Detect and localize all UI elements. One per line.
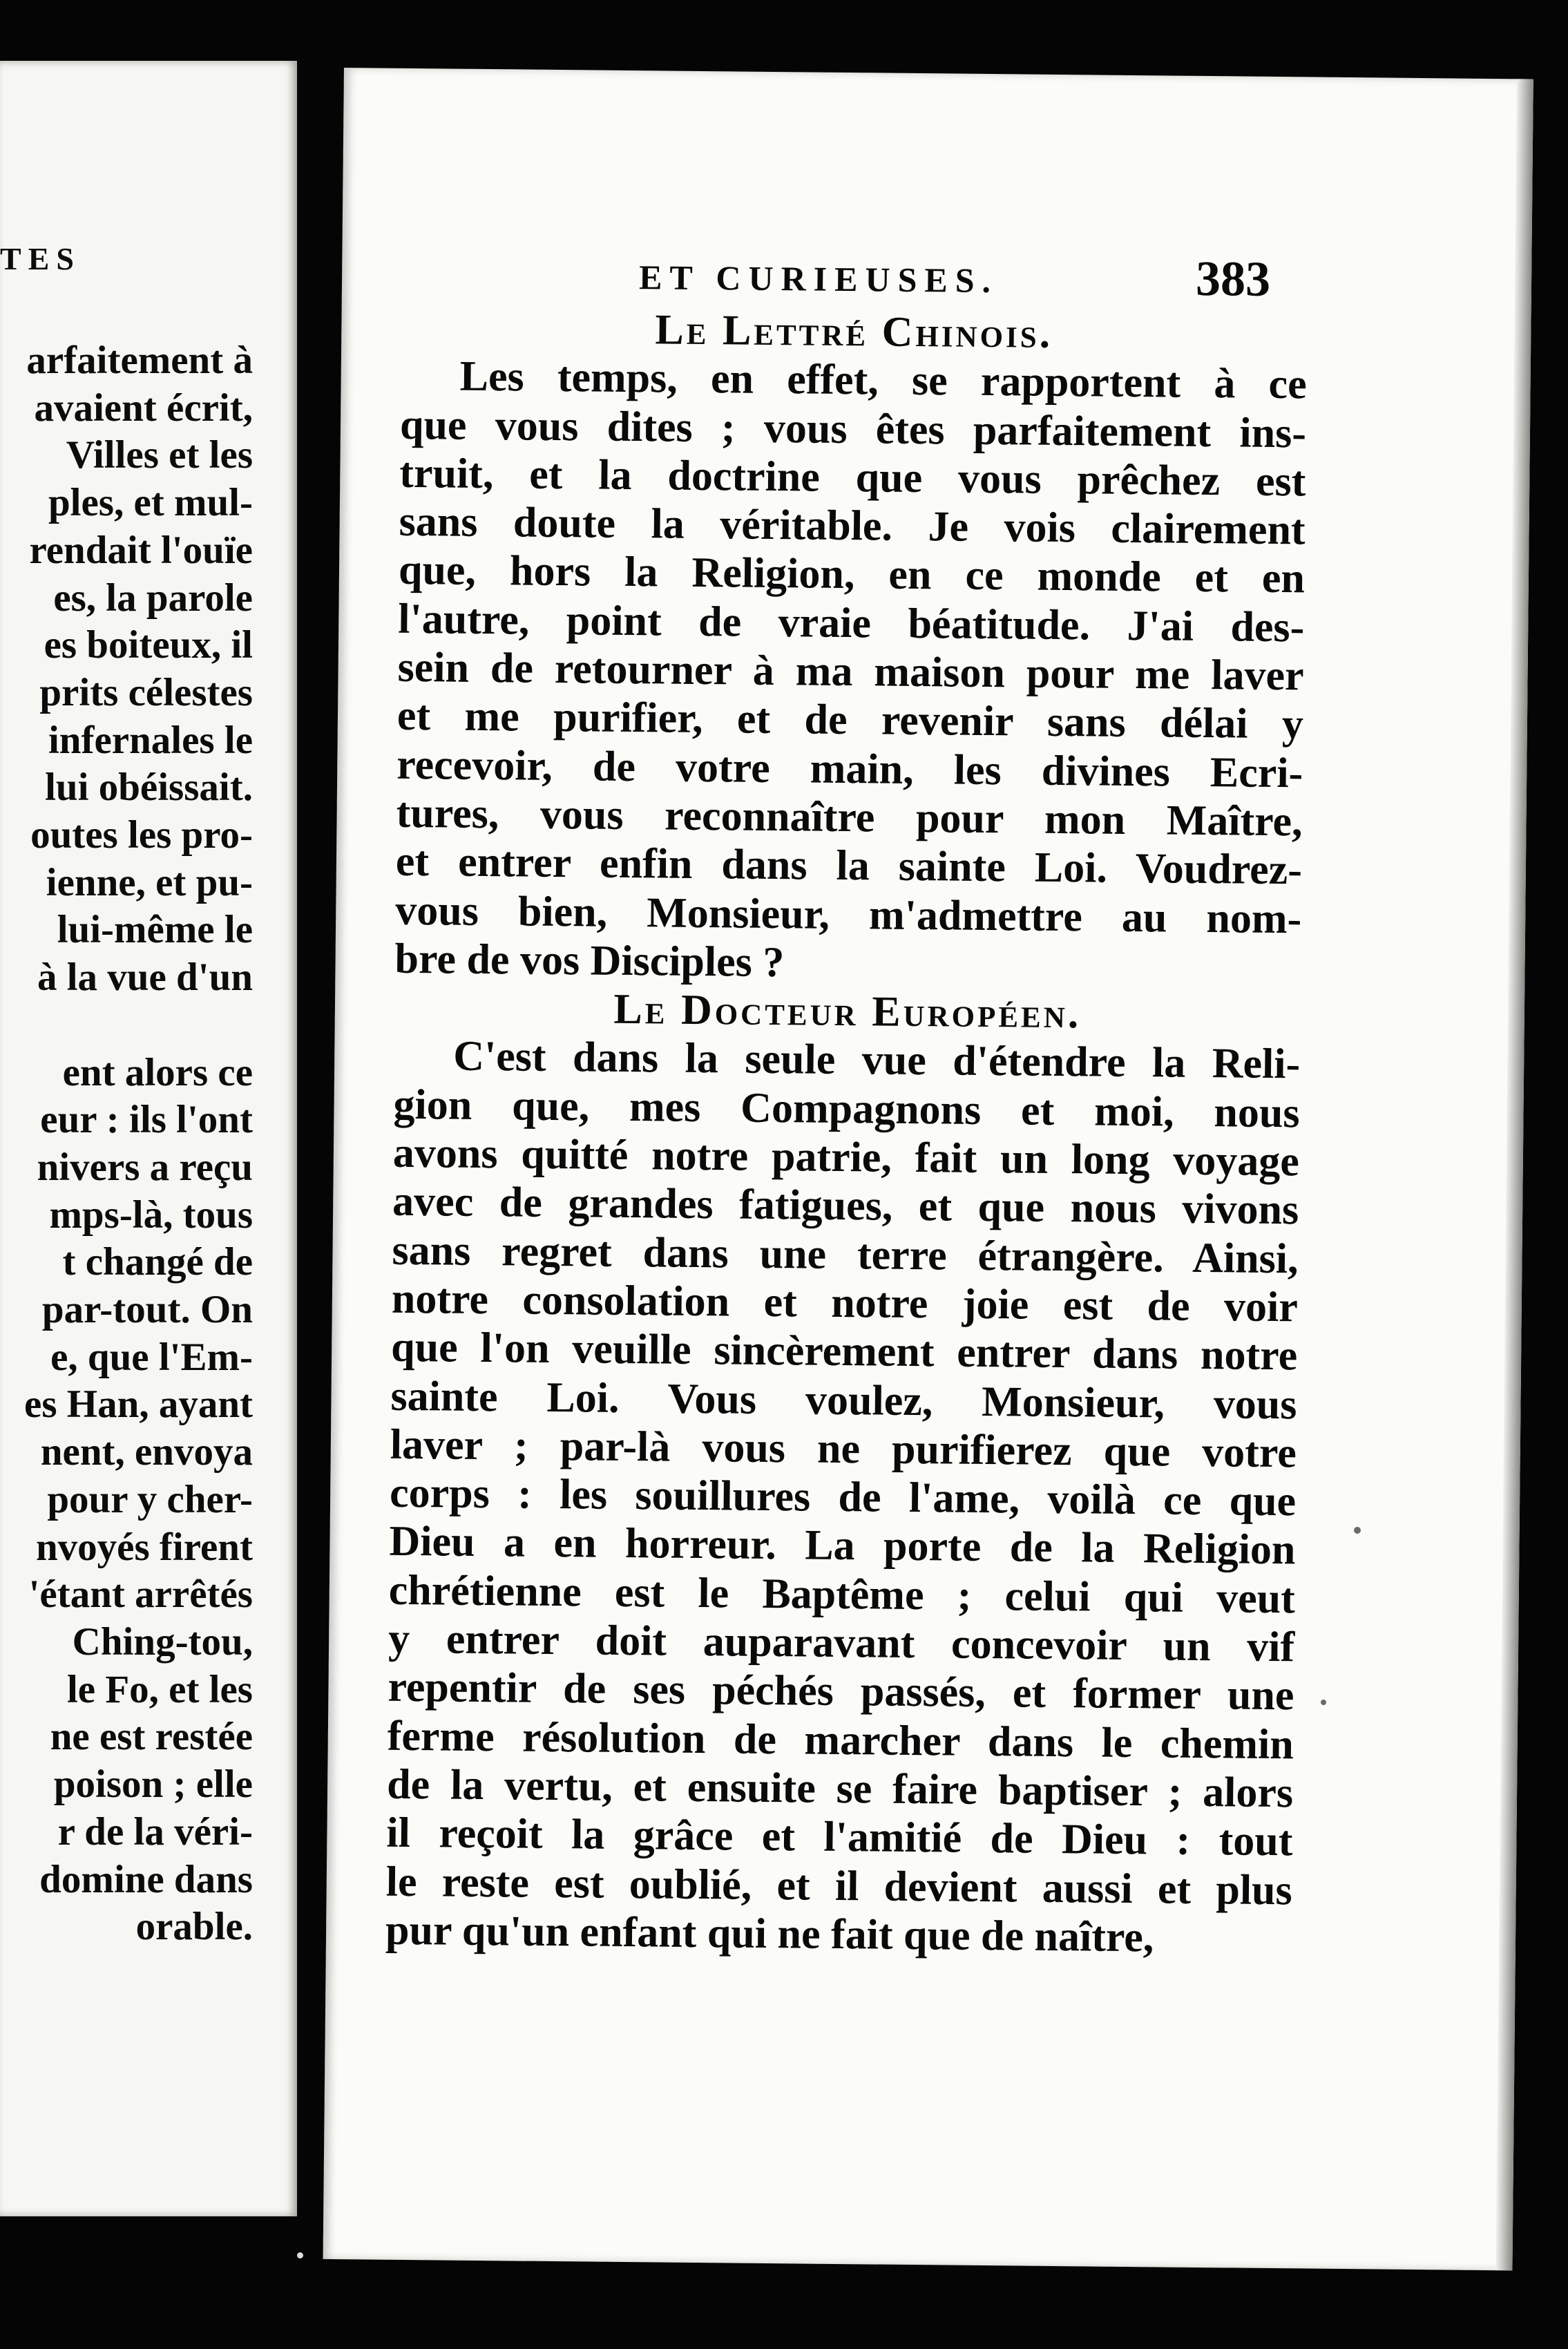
left-text-line: 'étant arrêtés [28, 1572, 253, 1617]
text-line: le reste est oublié, et il devient aussi et plus [385, 1858, 1293, 1914]
left-text-line: prits célestes [39, 670, 253, 714]
text-line: notre consolation et notre joie est de voir [391, 1275, 1299, 1331]
text-line: corps : les souillures de l'ame, voilà ce que [389, 1469, 1297, 1525]
left-text-line: eur : ils l'ont [40, 1098, 253, 1142]
left-text-line: ne est restée [50, 1715, 253, 1759]
text-line: Les temps, en effet, se rapportent à ce [459, 352, 1307, 408]
page-edge [1495, 79, 1533, 2270]
text-line: que vous dites ; vous êtes parfaitement ins- [399, 401, 1307, 457]
text-line: et entrer enfin dans la sainte Loi. Voudrez- [395, 838, 1303, 894]
text-line: sans doute la véritable. Je vois clairement [399, 497, 1306, 554]
left-text-line: domine dans [39, 1857, 253, 1901]
left-text-line: infernales le [48, 718, 253, 762]
right-page-text [385, 303, 1308, 1963]
text-line: sainte Loi. Vous voulez, Monsieur, vous [390, 1372, 1297, 1428]
left-text-line [0, 1002, 253, 1049]
left-text-line: t changé de [62, 1240, 253, 1284]
text-line: et me purifier, et de revenir sans délai y [396, 692, 1304, 748]
ink-speck [1321, 1700, 1326, 1705]
speaker-heading: Le Docteur Européen. [613, 985, 1082, 1038]
left-text-line: mps-là, tous [49, 1192, 253, 1237]
right-page [323, 68, 1533, 2270]
left-text-line: es Han, ayant [24, 1382, 253, 1427]
text-line: recevoir, de votre main, les divines Ecri- [396, 741, 1303, 797]
text-line: C'est dans la seule vue d'étendre la Reli- [452, 1033, 1301, 1088]
left-text-line: nent, envoya [40, 1430, 253, 1474]
text-line: Dieu a en horreur. La porte de la Religion [389, 1518, 1296, 1574]
left-text-line: ienne, et pu- [46, 860, 253, 904]
left-text-line: e, que l'Em- [50, 1335, 253, 1379]
left-text-line: pour y cher- [47, 1477, 253, 1521]
page-number: 383 [1195, 250, 1271, 307]
text-line: il reçoit la grâce et l'amitié de Dieu : tout [386, 1809, 1293, 1865]
left-text-line: nvoyés firent [35, 1525, 253, 1569]
text-line: l'autre, point de vraie béatitude. J'ai des- [398, 595, 1305, 652]
text-line: laver ; par-là vous ne purifierez que votre [390, 1420, 1297, 1477]
left-text-line: Ching-tou, [72, 1619, 253, 1664]
left-text-line: à la vue d'un [37, 955, 253, 1000]
left-running-head: TES [0, 241, 81, 276]
left-text-line: rendait l'ouïe [29, 528, 253, 572]
left-page-text [0, 337, 253, 1951]
speaker-heading: Le Lettré Chinois. [655, 306, 1053, 357]
left-text-line: le Fo, et les [66, 1667, 253, 1711]
text-line: que, hors la Religion, en ce monde et en [398, 546, 1306, 602]
text-line: vous bien, Monsieur, m'admettre au nom- [394, 886, 1302, 942]
text-line: chrétienne est le Baptême ; celui qui veut [388, 1566, 1296, 1623]
left-page [0, 61, 297, 2216]
text-line: de la vertu, et ensuite se faire baptiser ; alors [386, 1760, 1294, 1817]
text-line: que l'on veuille sincèrement entrer dans notre [390, 1323, 1298, 1380]
text-line: sein de retourner à ma maison pour me laver [397, 643, 1304, 700]
left-text-line: poison ; elle [53, 1762, 253, 1807]
text-line: sans regret dans une terre étrangère. Ainsi, [392, 1226, 1299, 1282]
left-text-line: Villes et les [66, 433, 253, 477]
left-text-line: es boiteux, il [44, 623, 253, 667]
text-line: avec de grandes fatigues, et que nous vivons [392, 1178, 1299, 1234]
text-line: tures, vous reconnaître pour mon Maître, [396, 789, 1303, 846]
left-text-line: lui obéissait. [45, 765, 253, 810]
left-text-line: par-tout. On [41, 1288, 253, 1332]
text-line: truit, et la doctrine que vous prêchez est [399, 449, 1306, 506]
left-text-line: es, la parole [53, 576, 253, 620]
left-text-line: r de la véri- [57, 1809, 253, 1854]
left-text-line: ples, et mul- [48, 481, 253, 525]
right-running-head: ET CURIEUSES. [638, 258, 999, 301]
left-text-line: lui-même le [57, 908, 253, 952]
left-text-line: outes les pro- [30, 813, 253, 857]
text-line: y entrer doit auparavant concevoir un vif [388, 1615, 1295, 1671]
ink-speck [1354, 1527, 1361, 1534]
text-line: gion que, mes Compagnons et moi, nous [393, 1081, 1300, 1137]
ink-speck [297, 2252, 303, 2258]
text-line: pur qu'un enfant qui ne fait que de naître, [385, 1906, 1154, 1961]
left-text-line: ent alors ce [62, 1050, 253, 1094]
text-line: ferme résolution de marcher dans le chemin [387, 1712, 1294, 1768]
text-line: repentir de ses péchés passés, et former une [388, 1664, 1294, 1720]
left-text-line: nivers a reçu [37, 1145, 253, 1189]
text-line: avons quitté notre patrie, fait un long voyage [392, 1129, 1300, 1186]
left-text-line: orable. [135, 1905, 253, 1949]
left-text-line: avaient écrit, [34, 386, 253, 430]
text-line: bre de vos Disciples ? [394, 935, 785, 987]
left-text-line: arfaitement à [26, 339, 253, 382]
